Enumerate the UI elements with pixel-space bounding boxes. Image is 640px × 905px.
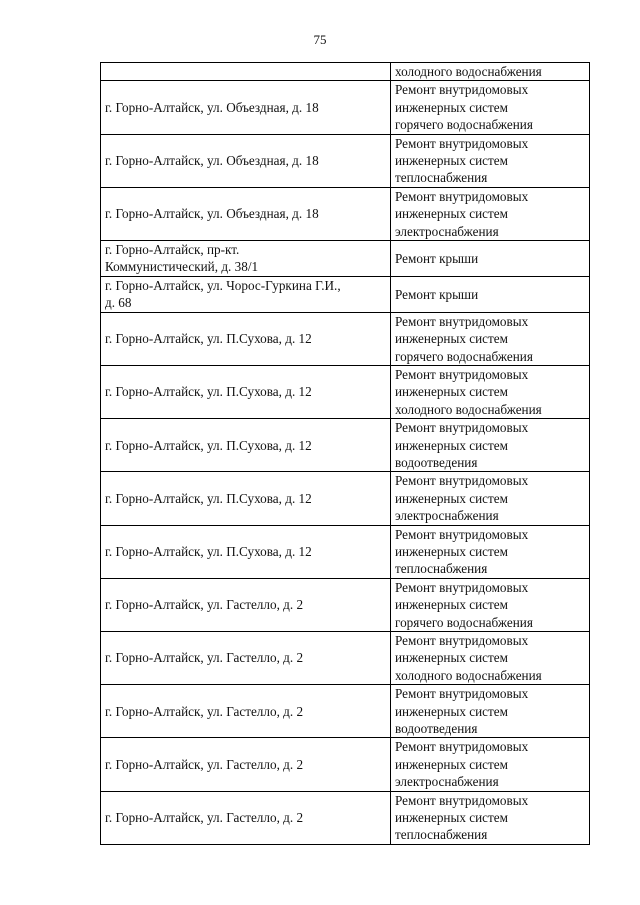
table-row: [101, 578, 590, 631]
address-line: г. Горно-Алтайск, ул. Гастелло, д. 2: [105, 650, 304, 666]
work-type-line: Ремонт внутридомовых: [395, 82, 529, 98]
work-type-line: электроснабжения: [395, 774, 499, 790]
address-cell: [101, 365, 391, 418]
work-type-line: Ремонт внутридомовых: [395, 633, 529, 648]
work-type-line: инженерных систем: [395, 650, 508, 666]
address-cell: [101, 419, 391, 472]
work-type-line: электроснабжения: [395, 223, 499, 239]
work-type-line: Ремонт внутридомовых: [395, 686, 529, 702]
address-cell: [101, 685, 391, 738]
address-cell: [101, 241, 391, 277]
work-type-line: Ремонт внутридомовых: [395, 313, 529, 329]
work-type-line: Ремонт внутридомовых: [395, 420, 529, 436]
table-row: [101, 472, 590, 525]
address-line: г. Горно-Алтайск, ул. Объездная, д. 18: [105, 153, 319, 169]
address-line: г. Горно-Алтайск, ул. П.Сухова, д. 12: [105, 437, 312, 453]
work-type-line: Ремонт внутридомовых: [395, 579, 529, 595]
table-row: [101, 525, 590, 578]
work-type-cell: [391, 685, 590, 738]
address-line: г. Горно-Алтайск, ул. Гастелло, д. 2: [105, 703, 304, 719]
address-line: г. Горно-Алтайск, ул. П.Сухова, д. 12: [105, 384, 312, 400]
work-type-cell: [391, 632, 590, 685]
address-cell: [101, 81, 391, 134]
work-type-cell: [391, 187, 590, 240]
works-table: [100, 62, 590, 845]
address-cell: [101, 525, 391, 578]
table-row: [101, 685, 590, 738]
address-cell: [101, 791, 391, 844]
table-row: [101, 632, 590, 685]
address-line: г. Горно-Алтайск, ул. Гастелло, д. 2: [105, 756, 304, 772]
address-line: г. Горно-Алтайск, ул. П.Сухова, д. 12: [105, 331, 312, 347]
address-line: д. 68: [105, 295, 132, 311]
address-cell: [101, 578, 391, 631]
work-type-line: инженерных систем: [395, 810, 508, 826]
work-type-line: инженерных систем: [395, 331, 508, 347]
work-type-line: Ремонт внутридомовых: [395, 473, 529, 489]
work-type-line: инженерных систем: [395, 99, 508, 115]
table-row: [101, 276, 590, 312]
address-line: г. Горно-Алтайск, ул. П.Сухова, д. 12: [105, 490, 312, 506]
address-line: г. Горно-Алтайск, ул. П.Сухова, д. 12: [105, 543, 312, 559]
table-row: [101, 187, 590, 240]
table-row: [101, 81, 590, 134]
work-type-cell: [391, 738, 590, 791]
address-cell: [101, 63, 391, 81]
address-cell: [101, 632, 391, 685]
page-number: 75: [313, 32, 327, 47]
table-row: [101, 365, 590, 418]
work-type-line: Ремонт крыши: [395, 286, 479, 302]
work-type-line: теплоснабжения: [395, 170, 488, 186]
table-row: [101, 63, 590, 81]
work-type-line: инженерных систем: [395, 437, 508, 453]
work-type-cell: [391, 312, 590, 365]
table-row: [101, 312, 590, 365]
work-type-line: инженерных систем: [395, 543, 508, 559]
address-line: Коммунистический, д. 38/1: [105, 259, 259, 275]
table-row: [101, 738, 590, 791]
work-type-cell: [391, 365, 590, 418]
address-line: г. Горно-Алтайск, ул. Объездная, д. 18: [105, 99, 319, 115]
work-type-line: Ремонт внутридомовых: [395, 526, 529, 542]
work-type-line: инженерных систем: [395, 756, 508, 772]
work-type-cell: [391, 276, 590, 312]
work-type-line: инженерных систем: [395, 206, 508, 222]
work-type-line: Ремонт внутридомовых: [395, 739, 529, 755]
address-line: г. Горно-Алтайск, пр-кт.: [105, 242, 240, 258]
work-type-cell: [391, 419, 590, 472]
work-type-line: Ремонт крыши: [395, 250, 479, 266]
address-cell: [101, 134, 391, 187]
work-type-cell: [391, 63, 590, 81]
address-line: г. Горно-Алтайск, ул. Гастелло, д. 2: [105, 597, 304, 613]
work-type-line: Ремонт внутридомовых: [395, 366, 529, 382]
work-type-line: холодного водоснабжения: [395, 401, 542, 417]
work-type-line: инженерных систем: [395, 703, 508, 719]
address-cell: [101, 276, 391, 312]
work-type-line: холодного водоснабжения: [395, 667, 542, 683]
work-type-cell: [391, 791, 590, 844]
address-cell: [101, 472, 391, 525]
work-type-line: горячего водоснабжения: [395, 614, 533, 630]
work-type-line: Ремонт внутридомовых: [395, 792, 529, 808]
work-type-cell: [391, 81, 590, 134]
table-row: [101, 241, 590, 277]
work-type-line: инженерных систем: [395, 384, 508, 400]
work-type-line: Ремонт внутридомовых: [395, 135, 529, 151]
work-type-line: теплоснабжения: [395, 561, 488, 577]
work-type-line: холодного водоснабжения: [395, 64, 542, 79]
work-type-line: теплоснабжения: [395, 827, 488, 843]
work-type-line: горячего водоснабжения: [395, 117, 533, 133]
address-line: г. Горно-Алтайск, ул. Гастелло, д. 2: [105, 810, 304, 826]
work-type-line: горячего водоснабжения: [395, 348, 533, 364]
table-row: [101, 419, 590, 472]
table-row: [101, 791, 590, 844]
address-cell: [101, 187, 391, 240]
address-cell: [101, 738, 391, 791]
work-type-line: водоотведения: [395, 721, 478, 737]
work-type-cell: [391, 578, 590, 631]
work-type-line: инженерных систем: [395, 153, 508, 169]
work-type-cell: [391, 525, 590, 578]
address-cell: [101, 312, 391, 365]
address-line: г. Горно-Алтайск, ул. Объездная, д. 18: [105, 206, 319, 222]
works-table-body: [101, 63, 590, 845]
table-row: [101, 134, 590, 187]
work-type-cell: [391, 472, 590, 525]
work-type-line: Ремонт внутридомовых: [395, 188, 529, 204]
work-type-line: электроснабжения: [395, 508, 499, 524]
work-type-line: инженерных систем: [395, 597, 508, 613]
work-type-line: инженерных систем: [395, 490, 508, 506]
work-type-cell: [391, 134, 590, 187]
address-line: г. Горно-Алтайск, ул. Чорос-Гуркина Г.И.,: [105, 277, 341, 293]
work-type-cell: [391, 241, 590, 277]
work-type-line: водоотведения: [395, 454, 478, 470]
